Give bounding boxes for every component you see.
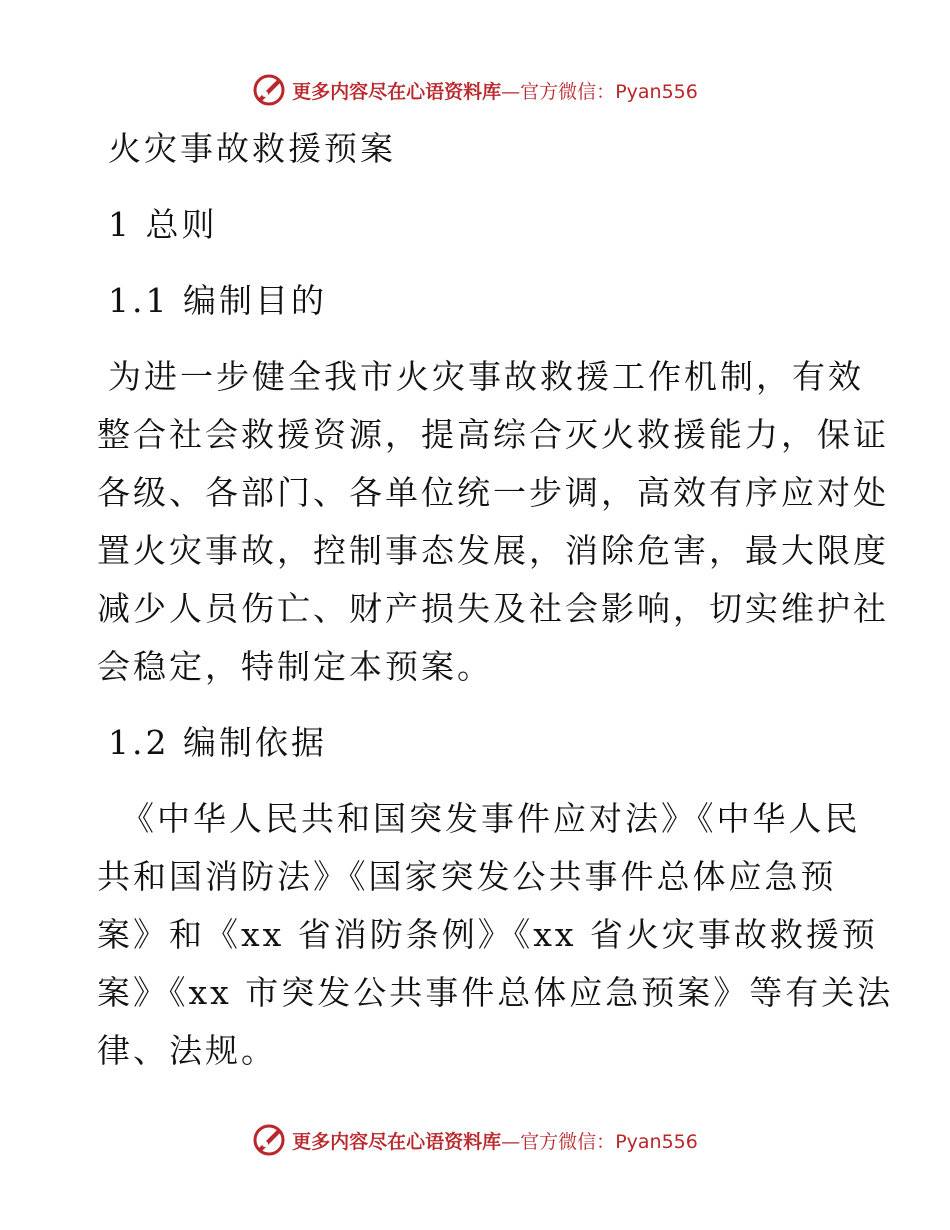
watermark-footer — [0, 1120, 950, 1160]
quill-seal-icon — [252, 1123, 286, 1157]
watermark-official: —官方微信： — [501, 1130, 616, 1153]
quill-seal-icon — [252, 73, 286, 107]
paragraph-line: 共和国消防法》《国家突发公共事件总体应急预 — [97, 857, 837, 896]
section-heading-1-2: 1.2 编制依据 — [108, 723, 327, 762]
watermark-wechat-id: Pyan556 — [615, 80, 698, 103]
paragraph-purpose — [97, 348, 889, 696]
paragraph-line: 案》《xx 市突发公共事件总体应急预案》等有关法 — [97, 973, 894, 1012]
watermark-header — [0, 70, 950, 110]
watermark-wechat-id: Pyan556 — [615, 1130, 698, 1153]
watermark-main: 更多内容尽在心语资料库 — [292, 80, 502, 103]
document-body — [97, 120, 894, 1080]
paragraph-line: 各级、各部门、各单位统一步调，高效有序应对处 — [97, 473, 889, 512]
paragraph-line: 减少人员伤亡、财产损失及社会影响，切实维护社 — [97, 589, 889, 628]
paragraph-line: 整合社会救援资源，提高综合灭火救援能力，保证 — [97, 415, 889, 454]
paragraph-line: 律、法规。 — [97, 1031, 277, 1070]
watermark-main: 更多内容尽在心语资料库 — [292, 1130, 502, 1153]
paragraph-line: 案》和《xx 省消防条例》《xx 省火灾事故救援预 — [97, 915, 878, 954]
watermark-official: —官方微信： — [501, 80, 616, 103]
paragraph-line: 置火灾事故，控制事态发展，消除危害，最大限度 — [97, 531, 889, 570]
watermark-text — [292, 1127, 698, 1154]
paragraph-line: 《中华人民共和国突发事件应对法》《中华人民 — [121, 799, 861, 838]
section-heading-1-1: 1.1 编制目的 — [108, 281, 327, 320]
section-heading-1: 1 总则 — [108, 205, 218, 244]
paragraph-line: 会稳定，特制定本预案。 — [97, 647, 493, 686]
watermark-text — [292, 77, 698, 104]
document-title: 火灾事故救援预案 — [108, 129, 396, 168]
paragraph-basis — [97, 790, 894, 1080]
paragraph-line: 为进一步健全我市火灾事故救援工作机制，有效 — [108, 357, 864, 396]
